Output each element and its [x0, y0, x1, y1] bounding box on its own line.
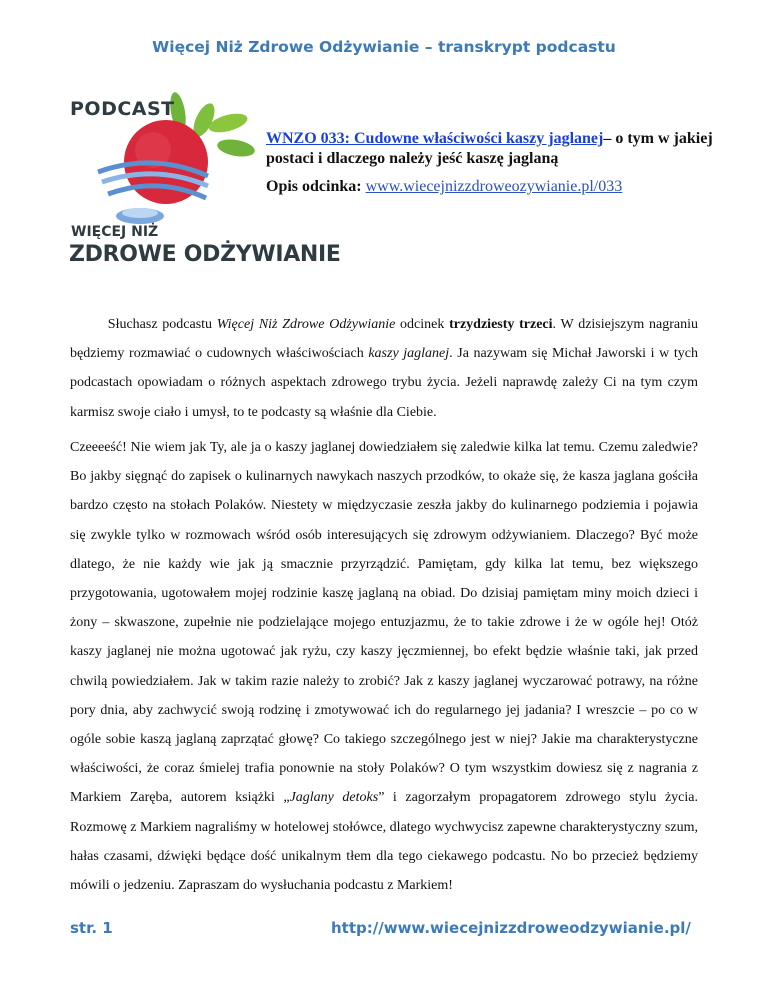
body-paragraph	[70, 433, 698, 900]
episode-description-link[interactable]: www.wiecejnizzdroweozywianie.pl/033	[365, 178, 623, 195]
body-text-3: ” i zagorzałym propagatorem zdrowego stylu życia. Rozmowę z Markiem nagraliśmy w hotelowej stołówce, dlatego wychwycisz zapewne charakterystyczny szum, hałas czasami, dźwięki będące dość unikalnym tłem dla tego ciekawego podcastu. No bo przecież będziemy mówili o jedzeniu. Zapraszam do wysłuchania podcastu z Markiem!	[70, 790, 698, 894]
episode-title-rest: – o tym w jakiej postaci i dlaczego należy jeść kaszę jaglaną	[266, 130, 713, 167]
page-number: str. 1	[70, 919, 113, 937]
intro-text-3: odcinek	[395, 317, 450, 332]
logo-line1-text: WIĘCEJ NIŻ	[71, 224, 159, 240]
episode-title	[266, 129, 726, 169]
page-header-title: Więcej Niż Zdrowe Odżywianie – transkrypt podcastu	[152, 38, 616, 56]
intro-text-1: Słuchasz podcastu	[107, 317, 217, 332]
body-text-1: Czeeeeść! Nie wiem jak Ty, ale ja o kaszy jaglanej dowiedziałem się zaledwie kilka lat temu. Czemu zaledwie? Bo jakby sięgnąć do zapisek o kulinarnych nawykach naszych przodków, to okaże się, że kasza jaglana gościła bardzo często na stołach Polaków. Niestety w międzyczasie zeszła jakby do kulinarnego podziemia i pojawia się zwykle tylko w rozmowach wśród osób interesujących się zdrowym odżywianiem. Dlaczego? Być może dlatego, że nie każdy wie jak ją smacznie przyrządzić. Pamiętam, gdy kilka lat temu, bez większego przygotowania, ugotowałem mojej rodzinie kaszę jaglaną na obiad. Do dzisiaj pamiętam miny moich dzieci i żony – skwaszone, zupełnie nie podzielające mojego entuzjazmu, że to takie zdrowe i że w ogóle hej! Otóż kaszy jaglanej nie można ugotować jak ryżu, czy kaszy jęczmiennej, bo efekt będzie właśnie taki, jak przed chwilą powiedziałem. Jak w takim razie należy to zrobić? Jak z kaszy jaglanej wyczarować potrawy, na różne pory dnia, aby zachwycić swoją rodzinę i zmotywować ich do regularnego jej jadania? I wreszcie – po co w ogóle sobie kaszą jaglaną zaprzątać głowę? Co takiego szczególnego jest w niej? Jakie ma charakterystyczne właściwości, że coraz śmielej trafia ponownie na stoły Polaków? O tym wszystkim dowiesz się z nagrania z Markiem Zaręba, autorem książki „	[70, 440, 698, 806]
intro-text-7: . Ja nazywam się Michał Jaworski i w tych podcastach opowiadam o różnych aspektach zdrowego trybu życia. Jeżeli naprawdę zależy Ci na tym czym karmisz swoje ciało i umysł, to te podcasty są właśnie dla Ciebie.	[70, 346, 698, 420]
intro-podcast-name: Więcej Niż Zdrowe Odżywianie	[216, 317, 396, 332]
episode-description	[266, 178, 622, 196]
logo-line2-text: ZDROWE ODŻYWIANIE	[69, 242, 341, 267]
episode-title-link[interactable]: WNZO 033: Cudowne właściwości kaszy jaglanej	[266, 130, 604, 147]
intro-text-5: . W dzisiejszym nagraniu będziemy rozmawiać o cudownych właściwościach	[70, 317, 698, 362]
footer-url: http://www.wiecejnizzdroweodzywianie.pl/	[331, 919, 691, 937]
intro-episode-number: trzydziesty trzeci	[449, 317, 553, 332]
episode-description-label: Opis odcinka:	[266, 178, 362, 195]
book-title: Jaglany detoks	[289, 790, 379, 806]
intro-paragraph	[70, 310, 698, 427]
logo-podcast-text: PODCAST	[70, 98, 175, 120]
intro-topic: kaszy jaglanej	[368, 346, 450, 362]
